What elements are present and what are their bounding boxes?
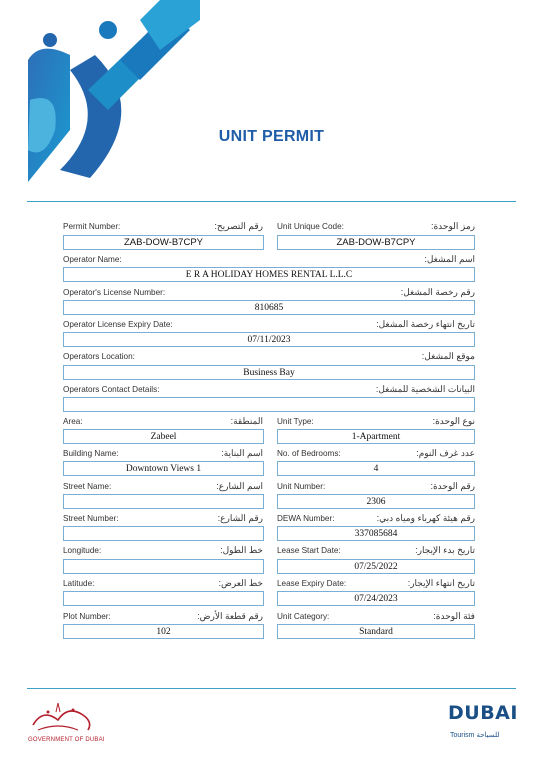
latitude-field [63,591,264,606]
operators-contact-label-ar: البيانات الشخصية للمشغل: [375,384,475,394]
operator-license-expiry-label-ar: تاريخ انتهاء رخصة المشغل: [376,319,475,329]
street-name-label: Street Name: [63,482,112,491]
footer-divider [27,688,516,689]
operators-location-field: Business Bay [63,365,475,380]
longitude-field [63,559,264,574]
operator-name-field: E R A HOLIDAY HOMES RENTAL L.L.C [63,267,475,282]
unit-category-label-ar: فئة الوحدة: [433,611,475,621]
operator-license-number-label: Operator's License Number: [63,288,166,297]
lease-expiry-field: 07/24/2023 [277,591,475,606]
operator-license-number-label-ar: رقم رخصة المشغل: [400,287,475,297]
building-name-label: Building Name: [63,449,119,458]
header-divider [27,201,516,202]
operators-contact-label: Operators Contact Details: [63,385,160,394]
operator-license-expiry-label: Operator License Expiry Date: [63,320,173,329]
bedrooms-label-ar: عدد غرف النوم: [416,448,475,458]
permit-number-field: ZAB-DOW-B7CPY [63,235,264,250]
street-name-label-ar: اسم الشارع: [216,481,263,491]
street-number-label: Street Number: [63,514,119,523]
operators-location-label: Operators Location: [63,352,135,361]
longitude-label: Longitude: [63,546,102,555]
lease-expiry-label-ar: تاريخ انتهاء الإيجار: [407,578,475,588]
document-title: UNIT PERMIT [218,128,325,145]
tourism-label-ar: للسياحة [476,732,500,739]
street-name-field [63,494,264,509]
latitude-label: Latitude: [63,579,95,588]
government-of-dubai-text: GOVERNMENT OF DUBAI [28,737,105,743]
unit-unique-code-field: ZAB-DOW-B7CPY [277,235,475,250]
area-label: Area: [63,417,83,426]
operator-license-number-field: 810685 [63,300,475,315]
operators-location-label-ar: موقع المشغل: [421,351,475,361]
lease-start-label: Lease Start Date: [277,546,341,555]
permit-number-label-ar: رقم التصريح: [214,221,263,231]
unit-category-label: Unit Category: [277,612,330,621]
operator-license-expiry-field: 07/11/2023 [63,332,475,347]
lease-expiry-label: Lease Expiry Date: [277,579,347,588]
street-number-label-ar: رقم الشارع: [217,513,263,523]
dubai-tourism-logo: DUBAI [448,702,518,724]
unit-type-field: 1-Apartment [277,429,475,444]
lease-start-label-ar: تاريخ بدء الإيجار: [415,545,475,555]
building-name-label-ar: اسم البناية: [221,448,263,458]
unit-type-label-ar: نوع الوحدة: [432,416,475,426]
dubai-calligraphy-logo [0,0,200,190]
building-name-field: Downtown Views 1 [63,461,264,476]
tourism-label [450,731,500,739]
plot-number-label: Plot Number: [63,612,111,621]
dewa-number-label-ar: رقم هيئة كهرباء ومياه دبي: [376,513,475,523]
dewa-number-field: 337085684 [277,526,475,541]
unit-category-field: Standard [277,624,475,639]
area-label-ar: المنطقة: [230,416,263,426]
plot-number-field: 102 [63,624,264,639]
longitude-label-ar: خط الطول: [220,545,263,555]
plot-number-label-ar: رقم قطعة الأرض: [197,611,263,621]
area-field: Zabeel [63,429,264,444]
operator-name-label: Operator Name: [63,255,122,264]
operators-contact-field [63,397,475,412]
unit-type-label: Unit Type: [277,417,314,426]
permit-number-label: Permit Number: [63,222,121,231]
unit-number-field: 2306 [277,494,475,509]
latitude-label-ar: خط العرض: [218,578,263,588]
dewa-number-label: DEWA Number: [277,514,335,523]
unit-unique-code-label-ar: رمز الوحدة: [430,221,475,231]
unit-unique-code-label: Unit Unique Code: [277,222,344,231]
lease-start-field: 07/25/2022 [277,559,475,574]
bedrooms-field: 4 [277,461,475,476]
unit-number-label: Unit Number: [277,482,326,491]
operator-name-label-ar: اسم المشغل: [424,254,475,264]
unit-number-label-ar: رقم الوحدة: [430,481,475,491]
bedrooms-label: No. of Bedrooms: [277,449,341,458]
street-number-field [63,526,264,541]
tourism-label-en: Tourism [450,732,475,739]
